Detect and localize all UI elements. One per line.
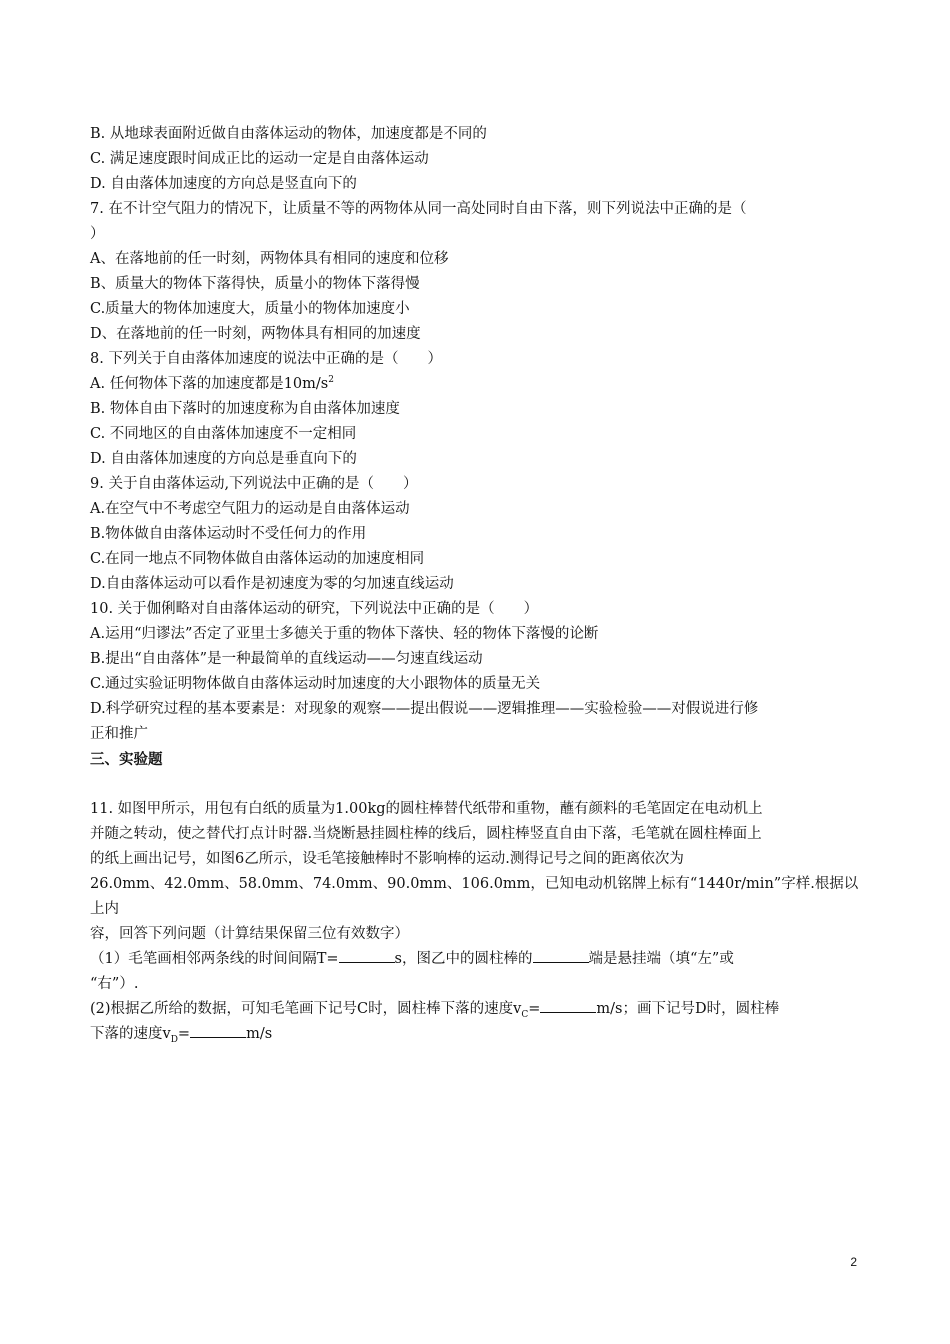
answer-blank-end[interactable] bbox=[533, 948, 589, 963]
question-11-part-1-cont: “右”）. bbox=[90, 976, 139, 992]
question-9-option-d: D.自由落体运动可以看作是初速度为零的匀加速直线运动 bbox=[90, 576, 454, 592]
question-11-line-5: 容，回答下列问题（计算结果保留三位有效数字） bbox=[90, 926, 409, 942]
question-6-option-b: B. 从地球表面附近做自由落体运动的物体，加速度都是不同的 bbox=[90, 126, 487, 142]
question-10-stem: 10. 关于伽俐略对自由落体运动的研究，下列说法中正确的是（ ） bbox=[90, 601, 539, 617]
question-7-option-d: D、在落地前的任一时刻，两物体具有相同的加速度 bbox=[90, 326, 421, 342]
question-7-option-b: B、质量大的物体下落得快，质量小的物体下落得慢 bbox=[90, 276, 420, 292]
question-11-part-2 bbox=[90, 997, 862, 1022]
question-7-stem: 7. 在不计空气阻力的情况下，让质量不等的两物体从同一高处同时自由下落，则下列说法中正确的是（ bbox=[90, 201, 747, 217]
question-10-option-a: A.运用“归谬法”否定了亚里士多德关于重的物体下落快、轻的物体下落慢的论断 bbox=[90, 626, 599, 642]
question-6-option-c: C. 满足速度跟时间成正比的运动一定是自由落体运动 bbox=[90, 151, 429, 167]
question-11-part-2-cont bbox=[90, 1022, 862, 1047]
question-9-stem: 9. 关于自由落体运动,下列说法中正确的是（ ） bbox=[90, 476, 418, 492]
part-2-text-a: (2)根据乙所给的数据，可知毛笔画下记号C时，圆柱棒下落的速度v bbox=[90, 1001, 522, 1017]
question-6-option-d: D. 自由落体加速度的方向总是竖直向下的 bbox=[90, 176, 357, 192]
question-10-option-d: D.科学研究过程的基本要素是：对现象的观察——提出假说——逻辑推理——实验检验——对假说进行修 bbox=[90, 701, 759, 717]
subscript-c: C bbox=[521, 1009, 529, 1020]
question-7-option-a: A、在落地前的任一时刻，两物体具有相同的速度和位移 bbox=[90, 251, 449, 267]
part-2-text-c: m/s；画下记号D时，圆柱棒 bbox=[596, 1001, 780, 1017]
part-1-text-b: s，图乙中的圆柱棒的 bbox=[394, 951, 533, 967]
question-8-option-c: C. 不同地区的自由落体加速度不一定相同 bbox=[90, 426, 357, 442]
question-10-option-b: B.提出“自由落体”是一种最简单的直线运动——匀速直线运动 bbox=[90, 651, 483, 667]
question-8-option-d: D. 自由落体加速度的方向总是垂直向下的 bbox=[90, 451, 357, 467]
question-8-option-a-text: A. 任何物体下落的加速度都是10m/s bbox=[90, 376, 329, 392]
question-10-option-d-cont: 正和推广 bbox=[90, 726, 148, 742]
question-11-line-4: 26.0mm、42.0mm、58.0mm、74.0mm、90.0mm、106.0mm，已知电动机铭牌上标有“1440r/min”字样.根据以上内 bbox=[90, 876, 859, 917]
question-10-option-c: C.通过实验证明物体做自由落体运动时加速度的大小跟物体的质量无关 bbox=[90, 676, 541, 692]
question-9-option-b: B.物体做自由落体运动时不受任何力的作用 bbox=[90, 526, 367, 542]
document-body bbox=[90, 122, 862, 1047]
question-11-line-1: 11. 如图甲所示，用包有白纸的质量为1.00kg的圆柱棒替代纸带和重物，蘸有颜料的毛笔固定在电动机上 bbox=[90, 801, 763, 817]
subscript-d: D bbox=[170, 1034, 178, 1045]
question-8-option-b: B. 物体自由下落时的加速度称为自由落体加速度 bbox=[90, 401, 400, 417]
question-11-line-2: 并随之转动，使之替代打点计时器.当烧断悬挂圆柱棒的线后，圆柱棒竖直自由下落，毛笔就在圆柱棒面上 bbox=[90, 826, 762, 842]
part-2-text-b: = bbox=[528, 1001, 541, 1017]
question-7-stem-cont: ） bbox=[90, 226, 105, 242]
question-7-option-c: C.质量大的物体加速度大，质量小的物体加速度小 bbox=[90, 301, 410, 317]
exponent: 2 bbox=[328, 375, 334, 386]
question-8-option-a bbox=[90, 372, 862, 397]
part-2-text-e: = bbox=[177, 1026, 191, 1042]
answer-blank-vc[interactable] bbox=[540, 998, 596, 1013]
spacer bbox=[90, 772, 862, 797]
question-11-line-3: 的纸上画出记号，如图6乙所示，设毛笔接触棒时不影响棒的运动.测得记号之间的距离依次为 bbox=[90, 851, 684, 867]
answer-blank-period[interactable] bbox=[339, 948, 395, 963]
answer-blank-vd[interactable] bbox=[190, 1023, 246, 1038]
question-9-option-c: C.在同一地点不同物体做自由落体运动的加速度相同 bbox=[90, 551, 425, 567]
part-2-text-d: 下落的速度v bbox=[90, 1026, 171, 1042]
page-number: 2 bbox=[850, 1255, 857, 1269]
part-1-text-c: 端是悬挂端（填“左”或 bbox=[588, 951, 734, 967]
question-11-part-1 bbox=[90, 947, 862, 972]
part-1-text-a: （1）毛笔画相邻两条线的时间间隔T= bbox=[90, 951, 339, 967]
part-2-text-f: m/s bbox=[246, 1026, 273, 1042]
question-9-option-a: A.在空气中不考虑空气阻力的运动是自由落体运动 bbox=[90, 501, 410, 517]
section-title: 三、实验题 bbox=[90, 751, 163, 768]
question-8-stem: 8. 下列关于自由落体加速度的说法中正确的是（ ） bbox=[90, 351, 442, 367]
